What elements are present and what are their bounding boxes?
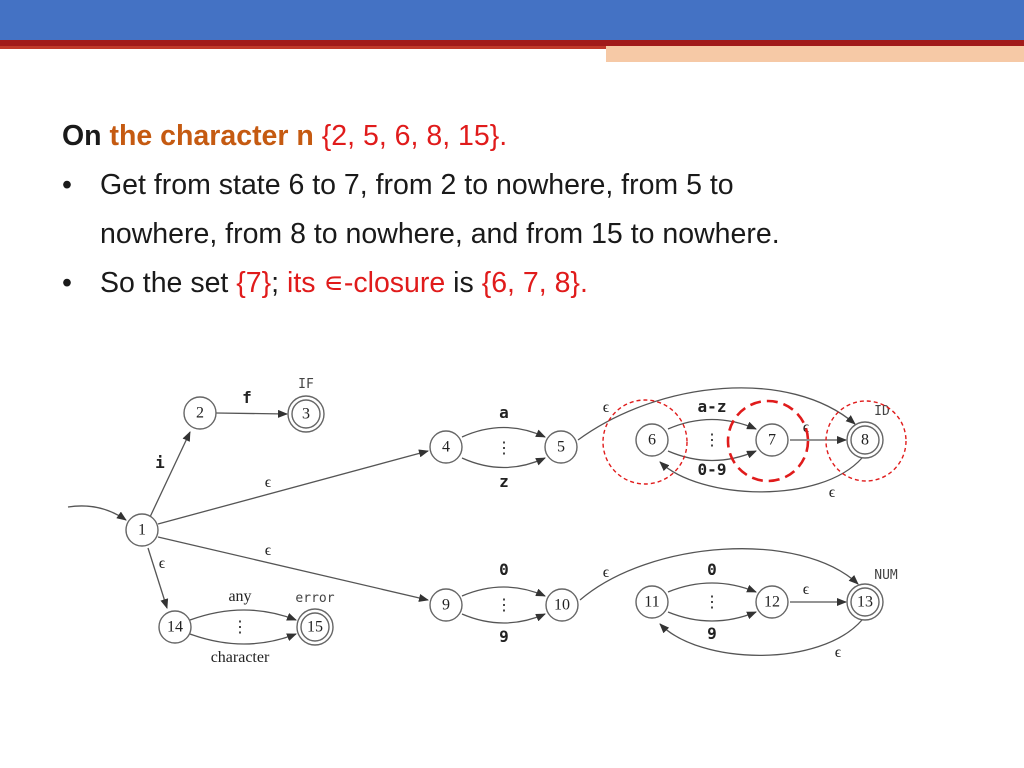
bullet-1-line-1 — [62, 161, 962, 210]
edge-9-10-top — [462, 587, 545, 596]
state-15-label: 15 — [307, 618, 323, 636]
label-eps-8-6: ϵ — [828, 484, 836, 501]
state-10-label: 10 — [554, 596, 570, 614]
bullet-1-line-2 — [62, 210, 962, 259]
label-eps-7-8: ϵ — [802, 419, 810, 436]
state-5-label: 5 — [557, 438, 565, 456]
label-0-11-12: 0 — [707, 560, 717, 579]
edge-4-5-top — [462, 428, 545, 438]
bullet-1-text-1: Get from state 6 to 7, from 2 to nowhere, from 5 to — [100, 169, 734, 201]
label-eps-1-4: ϵ — [264, 474, 272, 491]
edge-13-11 — [660, 620, 862, 655]
nfa-diagram — [0, 360, 1024, 690]
closure-set: {6, 7, 8}. — [481, 267, 588, 299]
slide-text — [62, 112, 962, 308]
semicolon: ; — [271, 267, 280, 299]
state-12-label: 12 — [764, 593, 780, 611]
label-a-z: a-z — [697, 397, 727, 416]
start-arrow — [68, 506, 126, 520]
label-character: character — [210, 649, 270, 666]
bullet-glyph: • — [62, 169, 72, 201]
state-13-label: 13 — [857, 593, 873, 611]
edge-4-5-bottom — [462, 458, 545, 468]
bullet-glyph: • — [62, 267, 72, 299]
header-blue-band — [0, 0, 1024, 40]
edge-9-10-bottom — [462, 614, 545, 623]
label-a: a — [499, 403, 509, 422]
state-9-label: 9 — [442, 596, 450, 614]
state-8-label: 8 — [861, 431, 869, 449]
state-14-label: 14 — [167, 618, 183, 636]
edge-10-13 — [580, 549, 858, 600]
label-z: z — [499, 472, 509, 491]
state-11-label: 11 — [644, 593, 660, 611]
intro-line — [62, 112, 962, 161]
label-eps-1-9: ϵ — [264, 542, 272, 559]
label-dots-14-15: ⋮ — [232, 619, 248, 636]
tag-error: error — [295, 591, 335, 606]
edge-1-4 — [158, 451, 428, 524]
start-set: {2, 5, 6, 8, 15}. — [321, 120, 508, 152]
character-label: the character n — [109, 120, 314, 152]
label-eps-13-11: ϵ — [834, 644, 842, 661]
label-9-9-10: 9 — [499, 627, 509, 646]
label-dots-4-5: ⋮ — [496, 440, 512, 457]
edge-1-9 — [158, 537, 428, 600]
state-1-label: 1 — [138, 521, 146, 539]
state-2-label: 2 — [196, 404, 204, 422]
label-dots-9-10: ⋮ — [496, 597, 512, 614]
edge-11-12-bottom — [668, 612, 756, 621]
label-eps-5-8: ϵ — [602, 399, 610, 416]
state-3-label: 3 — [302, 405, 310, 423]
bullet-1-text-2: nowhere, from 8 to nowhere, and from 15 to nowhere. — [100, 218, 780, 250]
label-any: any — [228, 588, 252, 605]
label-eps-12-13: ϵ — [802, 581, 810, 598]
header-peach-band — [606, 46, 1024, 62]
state-6-label: 6 — [648, 431, 656, 449]
label-dots-11-12: ⋮ — [704, 594, 720, 611]
label-9-11-12: 9 — [707, 624, 717, 643]
label-dots-6-7: ⋮ — [704, 432, 720, 449]
is-text: is — [453, 267, 474, 299]
label-f: f — [242, 388, 252, 407]
closure-label: its ∊-closure — [287, 267, 446, 299]
edge-1-2 — [150, 432, 190, 517]
state-4-label: 4 — [442, 438, 450, 456]
label-i: i — [155, 453, 165, 472]
label-0-9-10: 0 — [499, 560, 509, 579]
label-eps-10-13: ϵ — [602, 564, 610, 581]
so-the-set-text: So the set — [100, 267, 229, 299]
on-label: On — [62, 120, 102, 152]
tag-id: ID — [874, 404, 890, 419]
edge-11-12-top — [668, 583, 756, 592]
state-7-label: 7 — [768, 431, 776, 449]
label-eps-1-14: ϵ — [158, 555, 166, 572]
tag-if: IF — [298, 377, 314, 392]
edge-2-3 — [216, 413, 287, 414]
tag-num: NUM — [874, 568, 898, 583]
label-0-9: 0-9 — [697, 460, 727, 479]
move-set: {7} — [236, 267, 272, 299]
bullet-2-line — [62, 259, 962, 308]
